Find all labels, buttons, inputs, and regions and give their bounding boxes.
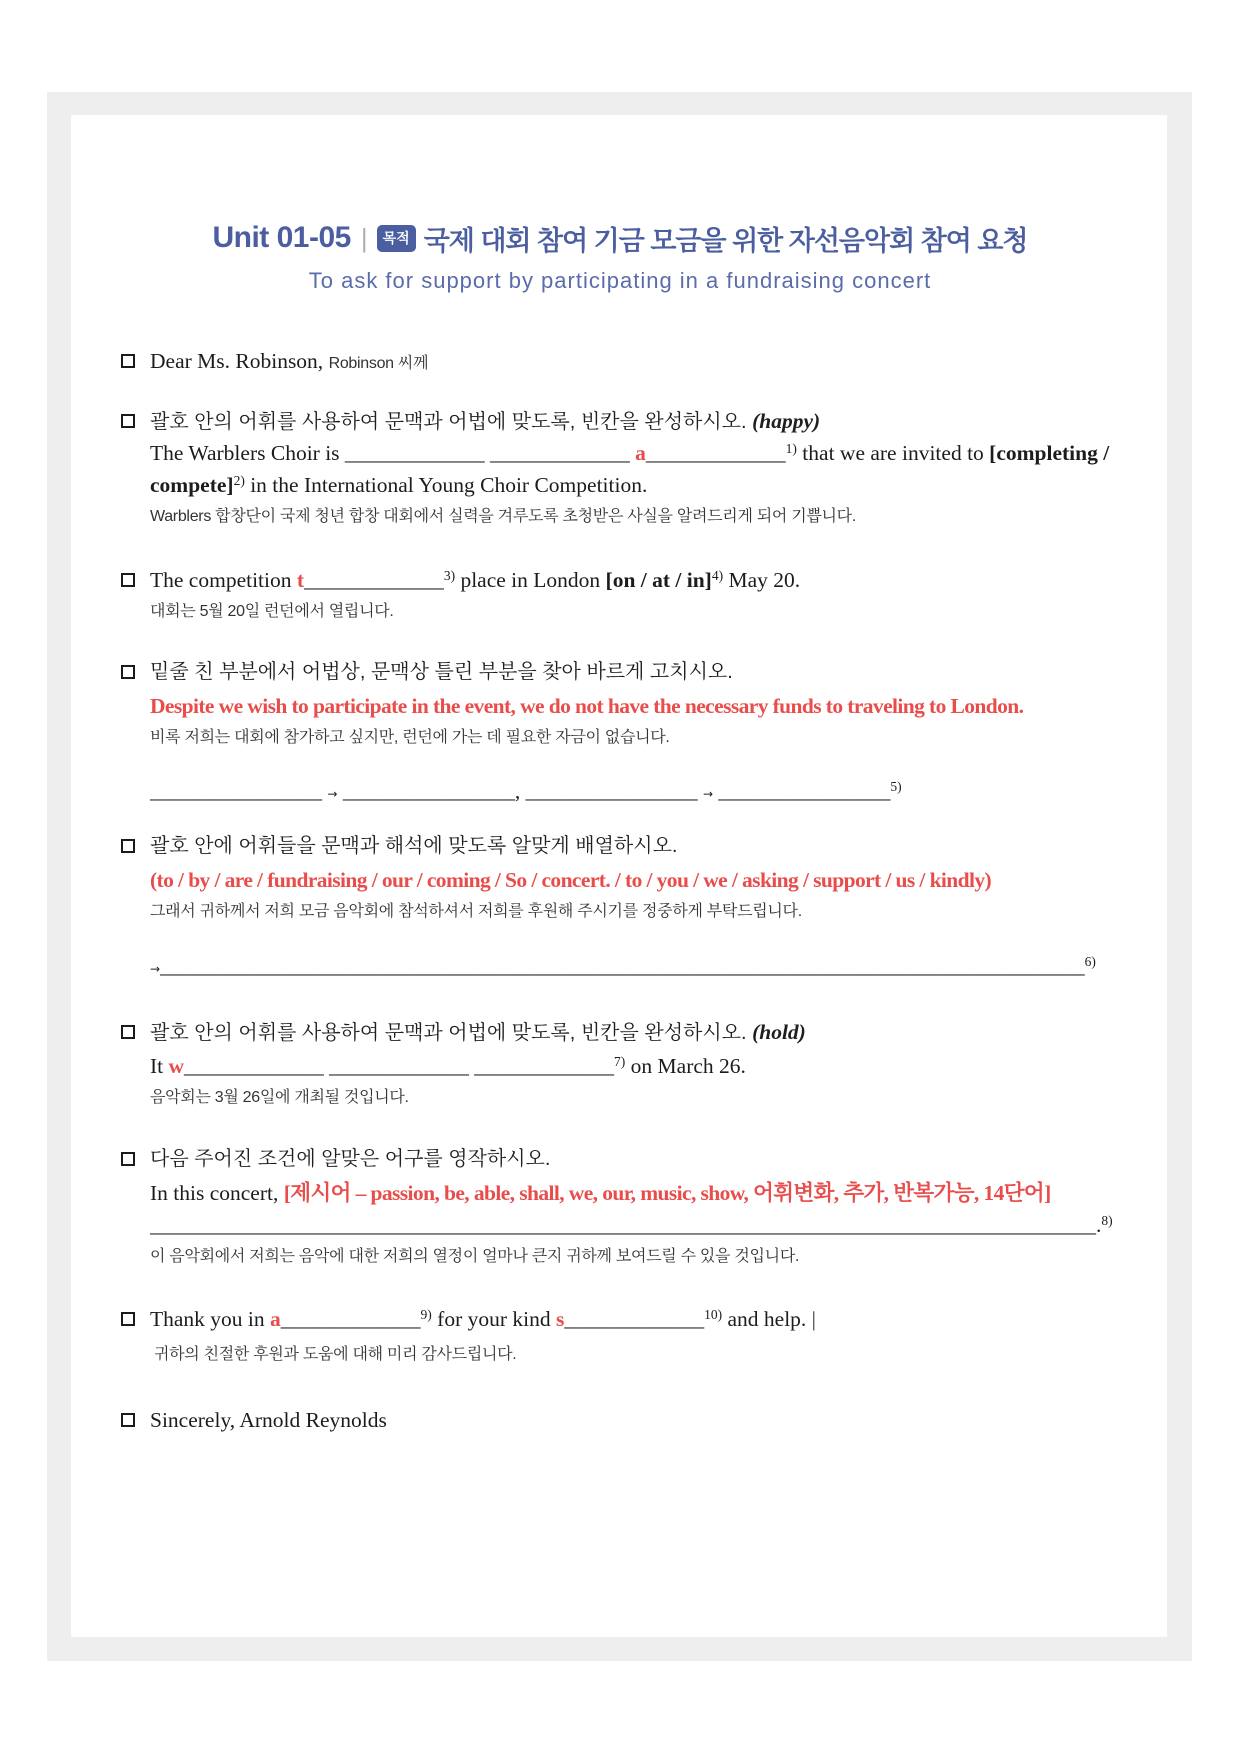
- question-6-body: [150, 1143, 1161, 1273]
- footnote-number: 9): [420, 1307, 432, 1322]
- q1-sentence-line-2: [150, 469, 1161, 501]
- answer-initial-letter: t: [296, 568, 305, 592]
- choice-options: [on / at / in]: [605, 568, 712, 592]
- question-7-body: [150, 1303, 1161, 1371]
- sentence-text: May 20.: [728, 568, 801, 592]
- sentence-text: that we are invited to: [802, 441, 984, 465]
- q3-error-sentence: Despite we wish to participate in the event, we do not have the necessary funds to traveling to London.: [150, 694, 1024, 718]
- q5-sentence-line: [150, 1050, 1161, 1082]
- greeting-item: [121, 345, 1161, 377]
- q3-answer-line: [150, 775, 1161, 807]
- question-4-body: [150, 830, 1161, 982]
- q5-translation: 음악회는 3월 26일에 개최될 것입니다.: [150, 1089, 409, 1106]
- q3-instruction: 밑줄 친 부분에서 어법상, 문맥상 틀린 부분을 찾아 바르게 고치시오.: [150, 661, 733, 683]
- checkbox-icon: [121, 1152, 135, 1166]
- q6-prompt-line: [150, 1177, 1161, 1209]
- q4-answer-line: [150, 950, 1161, 982]
- checkbox-icon: [121, 839, 135, 853]
- footnote-number: 3): [443, 568, 456, 583]
- question-3: [121, 656, 1161, 807]
- checkbox-icon: [121, 573, 135, 587]
- q7-sentence-line: [150, 1303, 1161, 1335]
- question-5: [121, 1016, 1161, 1114]
- checkbox-icon: [121, 414, 135, 428]
- q1-instruction: 괄호 안의 어휘를 사용하여 문맥과 어법에 맞도록, 빈칸을 완성하시오.: [150, 411, 747, 433]
- answer-blank: _____________: [564, 1307, 705, 1331]
- checkbox-icon: [121, 1312, 135, 1326]
- answer-blank: _____________: [490, 441, 630, 465]
- answer-blank: _____________: [329, 1054, 469, 1078]
- question-2: [121, 564, 1161, 628]
- q6-instruction: 다음 주어진 조건에 알맞은 어구를 영작하시오.: [150, 1148, 551, 1170]
- q1-translation: Warblers 합창단이 국제 청년 합창 대회에서 실력을 겨루도록 초청받은 사실을 알려드리게 되어 기쁩니다.: [150, 508, 856, 525]
- question-1-body: [150, 405, 1161, 533]
- answer-blank: ________________________________________________________________________________________: [150, 1213, 1096, 1237]
- answer-blank: ________________: [342, 779, 515, 803]
- page-title: [0, 218, 1240, 258]
- sentence-text: for your kind: [437, 1307, 551, 1331]
- sentence-text: The competition: [150, 568, 292, 592]
- checkbox-icon: [121, 1413, 135, 1427]
- greeting-translation: Robinson 씨께: [328, 355, 429, 372]
- q5-instruction-line: [150, 1016, 1161, 1048]
- sentence-text: In this concert,: [150, 1181, 279, 1205]
- answer-blank: ________________: [718, 779, 891, 803]
- greeting-text: Dear Ms. Robinson,: [150, 349, 324, 373]
- footnote-number: 4): [711, 568, 724, 583]
- sentence-text: in the International Young Choir Competition.: [250, 473, 648, 497]
- choice-options: compete]: [150, 473, 234, 497]
- footnote-number: 10): [704, 1307, 723, 1322]
- checkbox-icon: [121, 665, 135, 679]
- question-1: [121, 405, 1161, 533]
- checkbox-icon: [121, 354, 135, 368]
- q5-instruction: 괄호 안의 어휘를 사용하여 문맥과 어법에 맞도록, 빈칸을 완성하시오.: [150, 1022, 747, 1044]
- q7-translation: 귀하의 친절한 후원과 도움에 대해 미리 감사드립니다.: [154, 1346, 517, 1363]
- answer-initial-letter: a: [270, 1307, 281, 1331]
- comma: ,: [514, 779, 521, 803]
- answer-initial-letter: a: [635, 441, 646, 465]
- checkbox-icon: [121, 1025, 135, 1039]
- sentence-text: The Warblers Choir is: [150, 441, 340, 465]
- answer-initial-letter: s: [555, 1307, 565, 1331]
- unit-label: Unit 01-05: [212, 221, 351, 254]
- question-6: [121, 1143, 1161, 1273]
- choice-options: [completing /: [989, 441, 1110, 465]
- q4-word-bank: (to / by / are / fundraising / our / coming / So / concert. / to / you / we / asking / support / us / kindly): [150, 868, 992, 892]
- q6-translation: 이 음악회에서 저희는 음악에 대한 저희의 열정이 얼마나 큰지 귀하께 보여드릴 수 있을 것입니다.: [150, 1248, 800, 1265]
- answer-blank: _____________: [184, 1054, 324, 1078]
- closing-item: [121, 1404, 1161, 1436]
- answer-initial-letter: w: [168, 1054, 185, 1078]
- period: .: [1096, 1213, 1102, 1237]
- q4-instruction: 괄호 안에 어휘들을 문맥과 해석에 맞도록 알맞게 배열하시오.: [150, 835, 678, 857]
- answer-blank: _____________: [304, 568, 444, 592]
- answer-blank: _____________: [344, 441, 485, 465]
- page-subtitle: To ask for support by participating in a fundraising concert: [308, 268, 932, 293]
- sentence-text: It: [150, 1054, 164, 1078]
- sentence-text: Thank you in: [150, 1307, 265, 1331]
- question-3-body: [150, 656, 1161, 807]
- answer-blank: ________________: [525, 779, 698, 803]
- footnote-number: 8): [1101, 1213, 1113, 1228]
- q6-answer-line: [150, 1209, 1161, 1241]
- q1-sentence-line-1: [150, 437, 1161, 469]
- footnote-number: 5): [890, 779, 902, 794]
- q2-translation: 대회는 5월 20일 런던에서 열립니다.: [150, 603, 394, 620]
- q5-hint: (hold): [752, 1020, 806, 1044]
- answer-blank: ______________________________________________________________________________________: [160, 954, 1085, 978]
- greeting-body: [150, 345, 1161, 377]
- question-7: [121, 1303, 1161, 1371]
- question-5-body: [150, 1016, 1161, 1114]
- title-separator: |: [360, 222, 368, 253]
- answer-blank: _____________: [280, 1307, 421, 1331]
- arrow-right-icon: →: [327, 787, 338, 801]
- q3-translation: 비록 저희는 대회에 참가하고 싶지만, 런던에 가는 데 필요한 자금이 없습니다.: [150, 729, 670, 746]
- q1-hint: (happy): [752, 409, 821, 433]
- footnote-number: 6): [1084, 954, 1096, 969]
- arrow-right-icon: →: [702, 787, 713, 801]
- greeting-line: [150, 345, 1161, 377]
- sentence-text: on March 26.: [630, 1054, 746, 1078]
- q4-translation: 그래서 귀하께서 저희 모금 음악회에 참석하셔서 저희를 후원해 주시기를 정중하게 부탁드립니다.: [150, 903, 802, 920]
- footnote-number: 2): [233, 473, 245, 488]
- sentence-text: and help.: [727, 1307, 807, 1331]
- q2-sentence-line: [150, 564, 1161, 596]
- footnote-number: 1): [785, 441, 797, 456]
- question-2-body: [150, 564, 1161, 628]
- closing-text: Sincerely, Arnold Reynolds: [150, 1408, 387, 1432]
- question-4: [121, 830, 1161, 982]
- footnote-number: 7): [614, 1054, 626, 1069]
- answer-blank: _____________: [645, 441, 786, 465]
- q6-conditions: [제시어 – passion, be, able, shall, we, our, music, show, 어휘변화, 추가, 반복가능, 14단어]: [283, 1181, 1051, 1205]
- answer-blank: ________________: [150, 779, 322, 803]
- text-cursor: |: [811, 1307, 816, 1331]
- q1-instruction-line: [150, 405, 1161, 437]
- title-text: 국제 대회 참여 기금 모금을 위한 자선음악회 참여 요청: [423, 225, 1028, 256]
- closing-body: [150, 1404, 1161, 1436]
- arrow-right-icon: →: [150, 962, 161, 976]
- sentence-text: place in London: [460, 568, 601, 592]
- purpose-badge: 목적: [377, 225, 416, 252]
- answer-blank: _____________: [474, 1054, 615, 1078]
